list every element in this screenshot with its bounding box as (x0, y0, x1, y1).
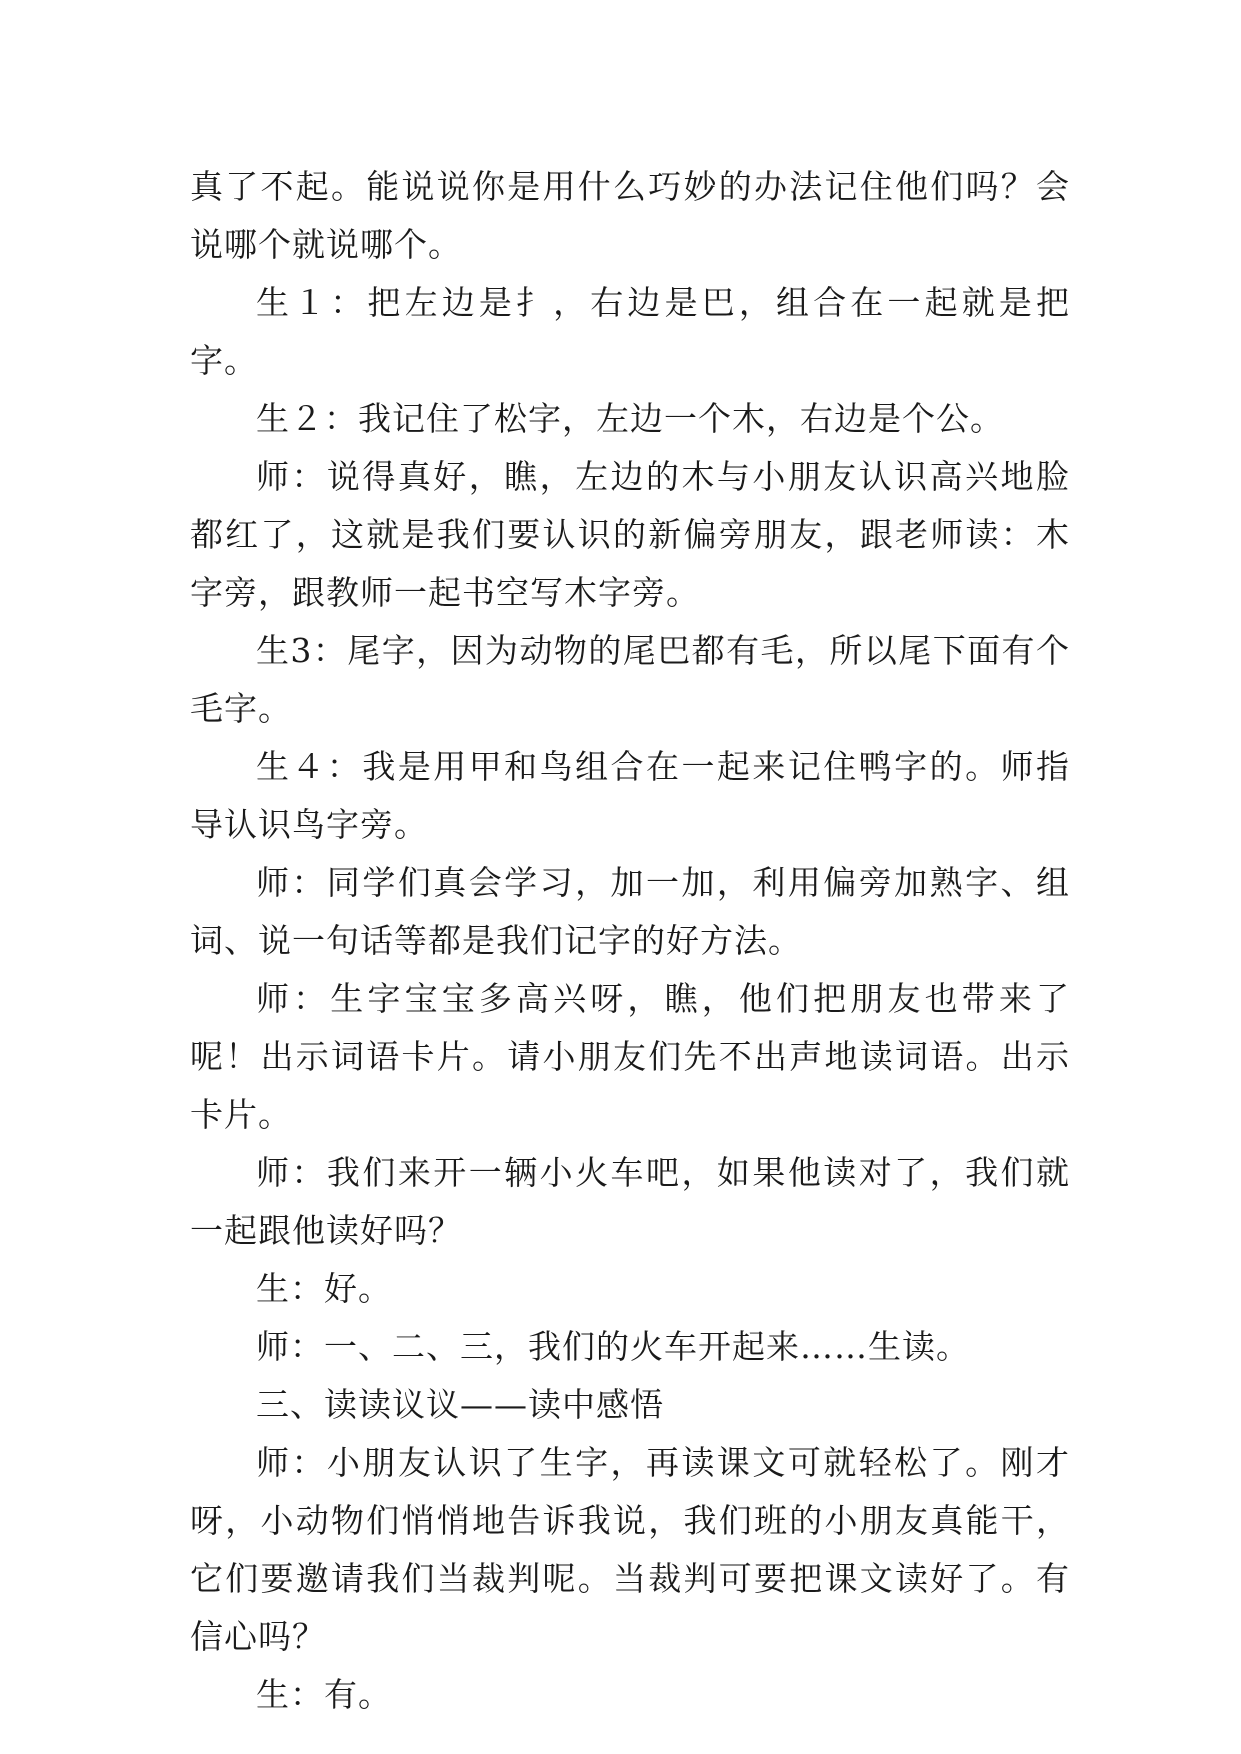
paragraph-teacher-start: 师：一、二、三，我们的火车开起来……生读。 (256, 1327, 970, 1366)
paragraph-student-1: 生１：把左边是扌，右边是巴，组合在一起就是把字。 (190, 283, 1070, 380)
document-body (190, 158, 1070, 1724)
paragraph-student-ok: 生：好。 (256, 1269, 392, 1308)
section-heading: 三、读读议议——读中感悟 (256, 1385, 664, 1424)
paragraph-teacher-methods: 师：同学们真会学习，加一加，利用偏旁加熟字、组词、说一句话等都是我们记字的好方法。 (190, 863, 1070, 960)
paragraph-teacher-judge: 师：小朋友认识了生字，再读课文可就轻松了。刚才呀，小动物们悄悄地告诉我说，我们班的小朋友真能干，它们要邀请我们当裁判呢。当裁判可要把课文读好了。有信心吗？ (190, 1443, 1070, 1656)
paragraph-teacher-wood-radical: 师：说得真好，瞧，左边的木与小朋友认识高兴地脸都红了，这就是我们要认识的新偏旁朋友，跟老师读：木字旁，跟教师一起书空写木字旁。 (190, 457, 1070, 612)
paragraph-student-3: 生3：尾字，因为动物的尾巴都有毛，所以尾下面有个毛字。 (190, 631, 1070, 728)
paragraph-student-4: 生４：我是用甲和鸟组合在一起来记住鸭字的。师指导认识鸟字旁。 (190, 747, 1070, 844)
paragraph-teacher-word-cards: 师：生字宝宝多高兴呀，瞧，他们把朋友也带来了呢！出示词语卡片。请小朋友们先不出声地读词语。出示卡片。 (190, 979, 1070, 1134)
paragraph-teacher-train: 师：我们来开一辆小火车吧，如果他读对了，我们就一起跟他读好吗？ (190, 1153, 1070, 1250)
paragraph-student-yes: 生：有。 (256, 1675, 392, 1714)
paragraph-continuation: 真了不起。能说说你是用什么巧妙的办法记住他们吗？会说哪个就说哪个。 (190, 167, 1070, 264)
paragraph-student-2: 生２：我记住了松字，左边一个木，右边是个公。 (256, 399, 1004, 438)
